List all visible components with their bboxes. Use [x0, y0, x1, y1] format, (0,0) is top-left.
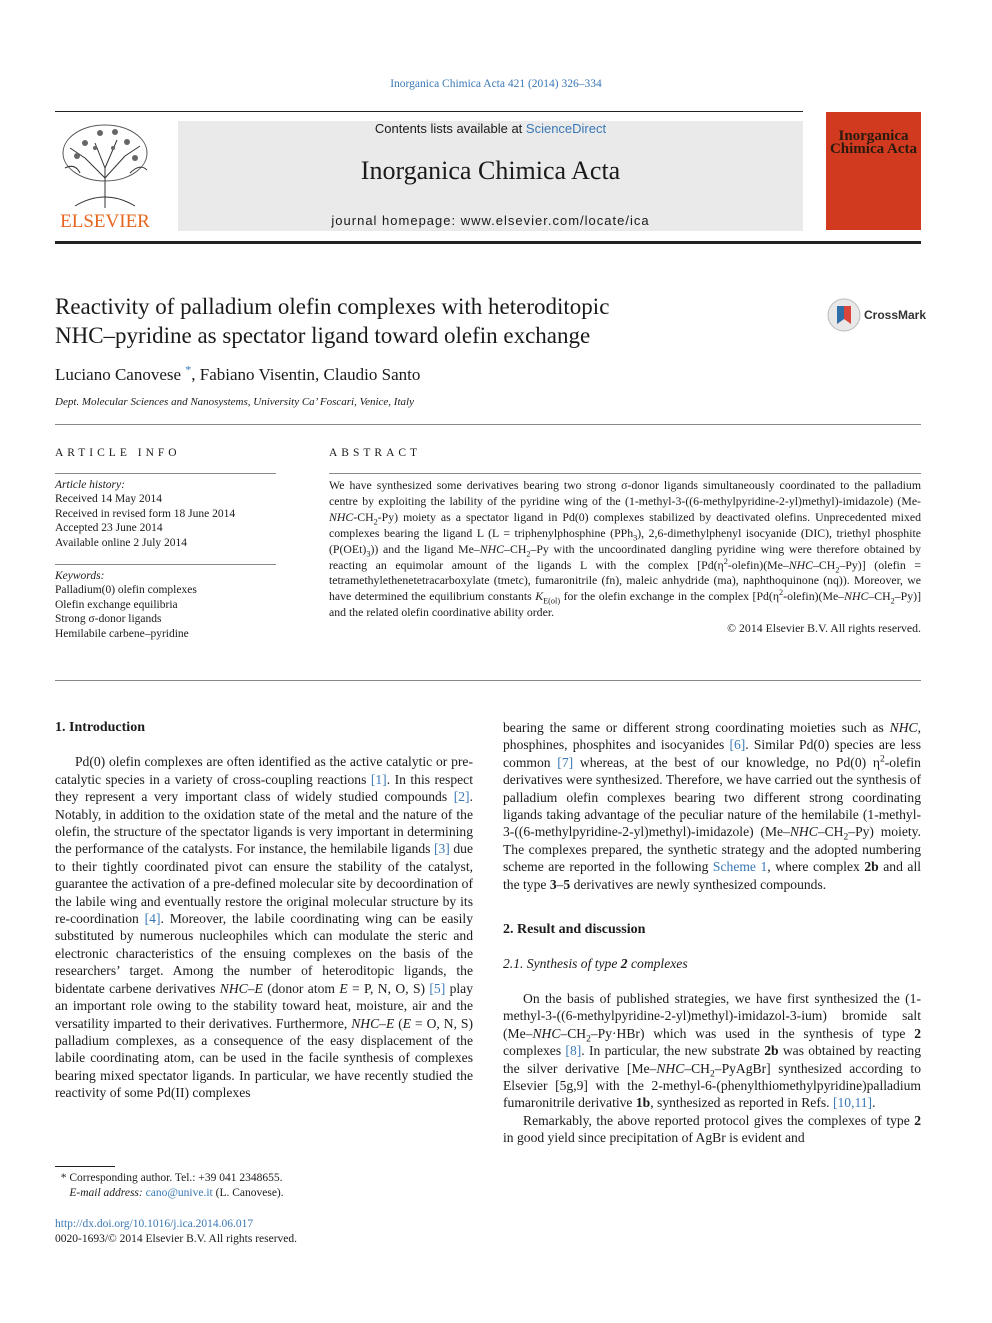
doi-link[interactable]: http://dx.doi.org/10.1016/j.ica.2014.06.017: [55, 1218, 254, 1230]
body-column-right: [503, 719, 921, 1147]
intro-paragraph: Pd(0) olefin complexes are often identified as the active catalytic or pre-catalytic species in a variety of cross-coupling reactions [1]. In this respect they represent a very important class of widely studied compounds [2]. Notably, in addition to the oxidation state of the metal and the nature of the olefin, the structure of the spectator ligands is very important in determining the performance of the catalysts. For instance, the hemilabile ligands [3] due to their tightly coordinated pivot can ensure the stability of the catalyst, guarantee the activation of a pre-defined molecular site by decoordination of the labile wing and eventually restore the original molecular structure by its re-coordination [4]. Moreover, the labile coordinating wing can be easily substituted by numerous nucleophiles which can modulate the steric and electronic characteristics of the ensuing complexes on the basis of the researchers’ target. Among the number of heteroditopic ligands, the bidentate carbene derivatives NHC–E (donor atom E = P, N, O, S) [5] play an important role owing to the stability toward heat, moisture, air and the versatility imparted to their derivatives. Furthermore, NHC–E (E = O, N, S) palladium complexes, as a consequence of the easy displacement of the labile coordinating atom, can be used in the facile synthesis of complexes bearing mixed spectator ligands. In particular, we have recently studied the reactivity of some Pd(II) complexes: [55, 754, 474, 1101]
divider: [55, 564, 276, 565]
results-paragraph: Remarkably, the above reported protocol gives the complexes of type 2 in good yield since precipitation of AgBr is evident and: [503, 1112, 921, 1146]
other-authors: , Fabiano Visentin, Claudio Santo: [191, 365, 421, 384]
email-tail: (L. Canovese).: [212, 1187, 284, 1199]
citation-link[interactable]: [7]: [557, 754, 574, 770]
received-date: Received 14 May 2014: [55, 493, 162, 506]
accepted-date: Accepted 23 June 2014: [55, 522, 163, 535]
author-list: [55, 362, 421, 385]
article-info-heading: ARTICLE INFO: [55, 447, 181, 459]
abstract-body: [329, 478, 921, 637]
subsection-tail: complexes: [627, 956, 688, 972]
article-title: [55, 292, 775, 350]
journal-homepage: [178, 213, 803, 228]
results-paragraph: On the basis of published strategies, we have first synthesized the (1-methyl-3-((6-methylpyridine-2-yl)methyl)-imidazol-3-ium) bromide salt $(Me-NHC-CH_2-Py\cdot HBr)$ which was used in the synthesis of type 2 complexes [8]. In particular, the new substrate 2b was obtained by reacting the silver derivative $[Me-NHC-CH_2-PyAgBr]$ synthesized according to Elsevier [5g,9] with the 2-methyl-6-(phenylthiomethylpyridine)palladium fumaronitrile derivative 1b, synthesized as reported in Refs. [10,11].: [503, 990, 922, 1111]
citation-link[interactable]: [5]: [429, 980, 446, 996]
history-label: Article history:: [55, 479, 125, 491]
homepage-prefix: journal homepage:: [331, 213, 461, 228]
journal-name: Inorganica Chimica Acta: [360, 156, 621, 185]
citation-link[interactable]: [2]: [453, 789, 470, 805]
cover-title-line2: Chimica Acta: [829, 141, 918, 157]
keyword: Palladium(0) olefin complexes: [55, 584, 197, 597]
body-column-left: [55, 719, 473, 1102]
divider: [329, 473, 921, 474]
section-heading: 2. Result and discussion: [503, 922, 646, 938]
subsection-heading: [503, 955, 921, 972]
author-1: Luciano Canovese: [55, 365, 182, 384]
sciencedirect-link[interactable]: ScienceDirect: [525, 121, 607, 136]
keywords-label: Keywords:: [55, 570, 105, 582]
citation-link[interactable]: [6]: [729, 737, 746, 753]
keyword: Hemilabile carbene–pyridine: [55, 627, 189, 640]
top-rule: [55, 111, 803, 112]
corresponding-text: Corresponding author. Tel.: +39 041 2348655.: [69, 1172, 283, 1184]
subsection-number: 2.1. Synthesis of type: [503, 956, 621, 972]
citation-link[interactable]: [1]: [370, 771, 387, 787]
header-divider: [55, 241, 921, 244]
citation-link[interactable]: [3]: [433, 841, 450, 857]
online-date: Available online 2 July 2014: [55, 536, 188, 549]
footnotes: [55, 1171, 284, 1201]
crossmark-label[interactable]: CrossMark: [864, 308, 927, 322]
divider: [55, 680, 921, 681]
footnote-rule: [55, 1166, 115, 1167]
keyword: Strong σ-donor ligands: [55, 613, 162, 626]
citation-link[interactable]: [10,11]: [832, 1095, 873, 1111]
crossmark-icon[interactable]: [827, 298, 861, 332]
issn-line: 0020-1693/© 2014 Elsevier B.V. All rights reserved.: [55, 1233, 298, 1245]
cover-title-line1: Inorganica: [838, 128, 909, 144]
divider: [55, 473, 276, 474]
journal-reference[interactable]: Inorganica Chimica Acta 421 (2014) 326–334: [390, 78, 602, 90]
keywords: [55, 569, 197, 641]
abstract-text: We have synthesized some derivatives bearing two strong σ-donor ligands simultaneously coordinated to the palladium centre by exploiting the lability of the pyridine wing of the (1-methyl-3-((6-methylpyridine-2-yl)methyl)-imidazole) $(Me-NHC-CH_2-Py)$ moiety as a spectator ligand in Pd(0) complexes stabilized by deactivated olefins. Unprecedented mixed complexes bearing the ligand L (L = triphenylphosphine (PPh$_3$), 2,6-dimethylphenyl isocyanide (DIC), triethyl phosphite $(P(OEt)_3)$) and the ligand $Me-NHC-CH_2-Py$ with the uncoordinated dangling pyridine wing were therefore obtained by reacting an equimolar amount of the ligands L with the complex $[Pd(\eta^2-olefin)(Me-NHC-CH_2-Py)]$ (olefin = tetramethylethenetetracarboxylate (tmetc), fumaronitrile (fn), maleic anhydride (ma), naphthoquinone (nq)). Moreover, we have determined the equilibrium constants $K_{E(ol)}$ for the olefin exchange in the complex $[Pd(\eta^2-olefin)(Me-NHC-CH_2-Py)]$ and the related olefin coordinative ability order.: [329, 478, 921, 620]
citation-link[interactable]: [8]: [565, 1043, 582, 1059]
divider: [55, 424, 921, 425]
intro-paragraph-cont: bearing the same or different strong coordinating moieties such as NHC, phosphines, phosphites and isocyanides [6]. Similar Pd(0) species are less common [7] whereas, at the best of our knowledge, no Pd(0) $\eta^2$-olefin derivatives were synthesized. Therefore, we have carried out the synthesis of palladium olefin complexes bearing two different strong coordinating ligands taking advantage of the peculiar nature of the hemilabile (1-methyl-3-((6-methylpyridine-2-yl)methyl)-imidazole) $(Me-NHC-CH_2-Py)$ moiety. The complexes prepared, the synthetic strategy and the adopted numbering scheme are reported in the following Scheme 1, where complex 2b and all the type 3–5 derivatives are newly synthesized compounds.: [503, 720, 921, 892]
email-label: E-mail address:: [69, 1187, 146, 1199]
citation-link[interactable]: [4]: [144, 911, 161, 927]
article-history: [55, 478, 235, 550]
keyword: Olefin exchange equilibria: [55, 598, 178, 611]
abstract-heading: ABSTRACT: [329, 447, 422, 459]
contents-line: [178, 121, 803, 136]
section-heading: 1. Introduction: [55, 720, 145, 735]
doi-block: [55, 1217, 297, 1247]
affiliation: Dept. Molecular Sciences and Nanosystems, University Ca’ Foscari, Venice, Italy: [55, 396, 414, 408]
email-footnote: [55, 1186, 284, 1201]
publisher-name: ELSEVIER: [60, 211, 150, 232]
abstract-copyright: © 2014 Elsevier B.V. All rights reserved.: [727, 621, 921, 636]
revised-date: Received in revised form 18 June 2014: [55, 507, 236, 520]
subsection-bold: 2: [620, 956, 628, 972]
scheme-link[interactable]: Scheme 1: [712, 859, 768, 875]
corresponding-footnote: * Corresponding author. Tel.: +39 041 2348655.: [55, 1172, 283, 1184]
contents-prefix: Contents lists available at: [374, 121, 526, 136]
title-line1: Reactivity of palladium olefin complexes with heteroditopic: [55, 294, 610, 319]
homepage-url[interactable]: www.elsevier.com/locate/ica: [460, 213, 650, 228]
email-link[interactable]: cano@unive.it: [145, 1187, 213, 1199]
title-line2: NHC–pyridine as spectator ligand toward olefin exchange: [55, 323, 591, 348]
cover-title: [826, 130, 921, 156]
corresponding-mark[interactable]: *: [185, 362, 192, 377]
